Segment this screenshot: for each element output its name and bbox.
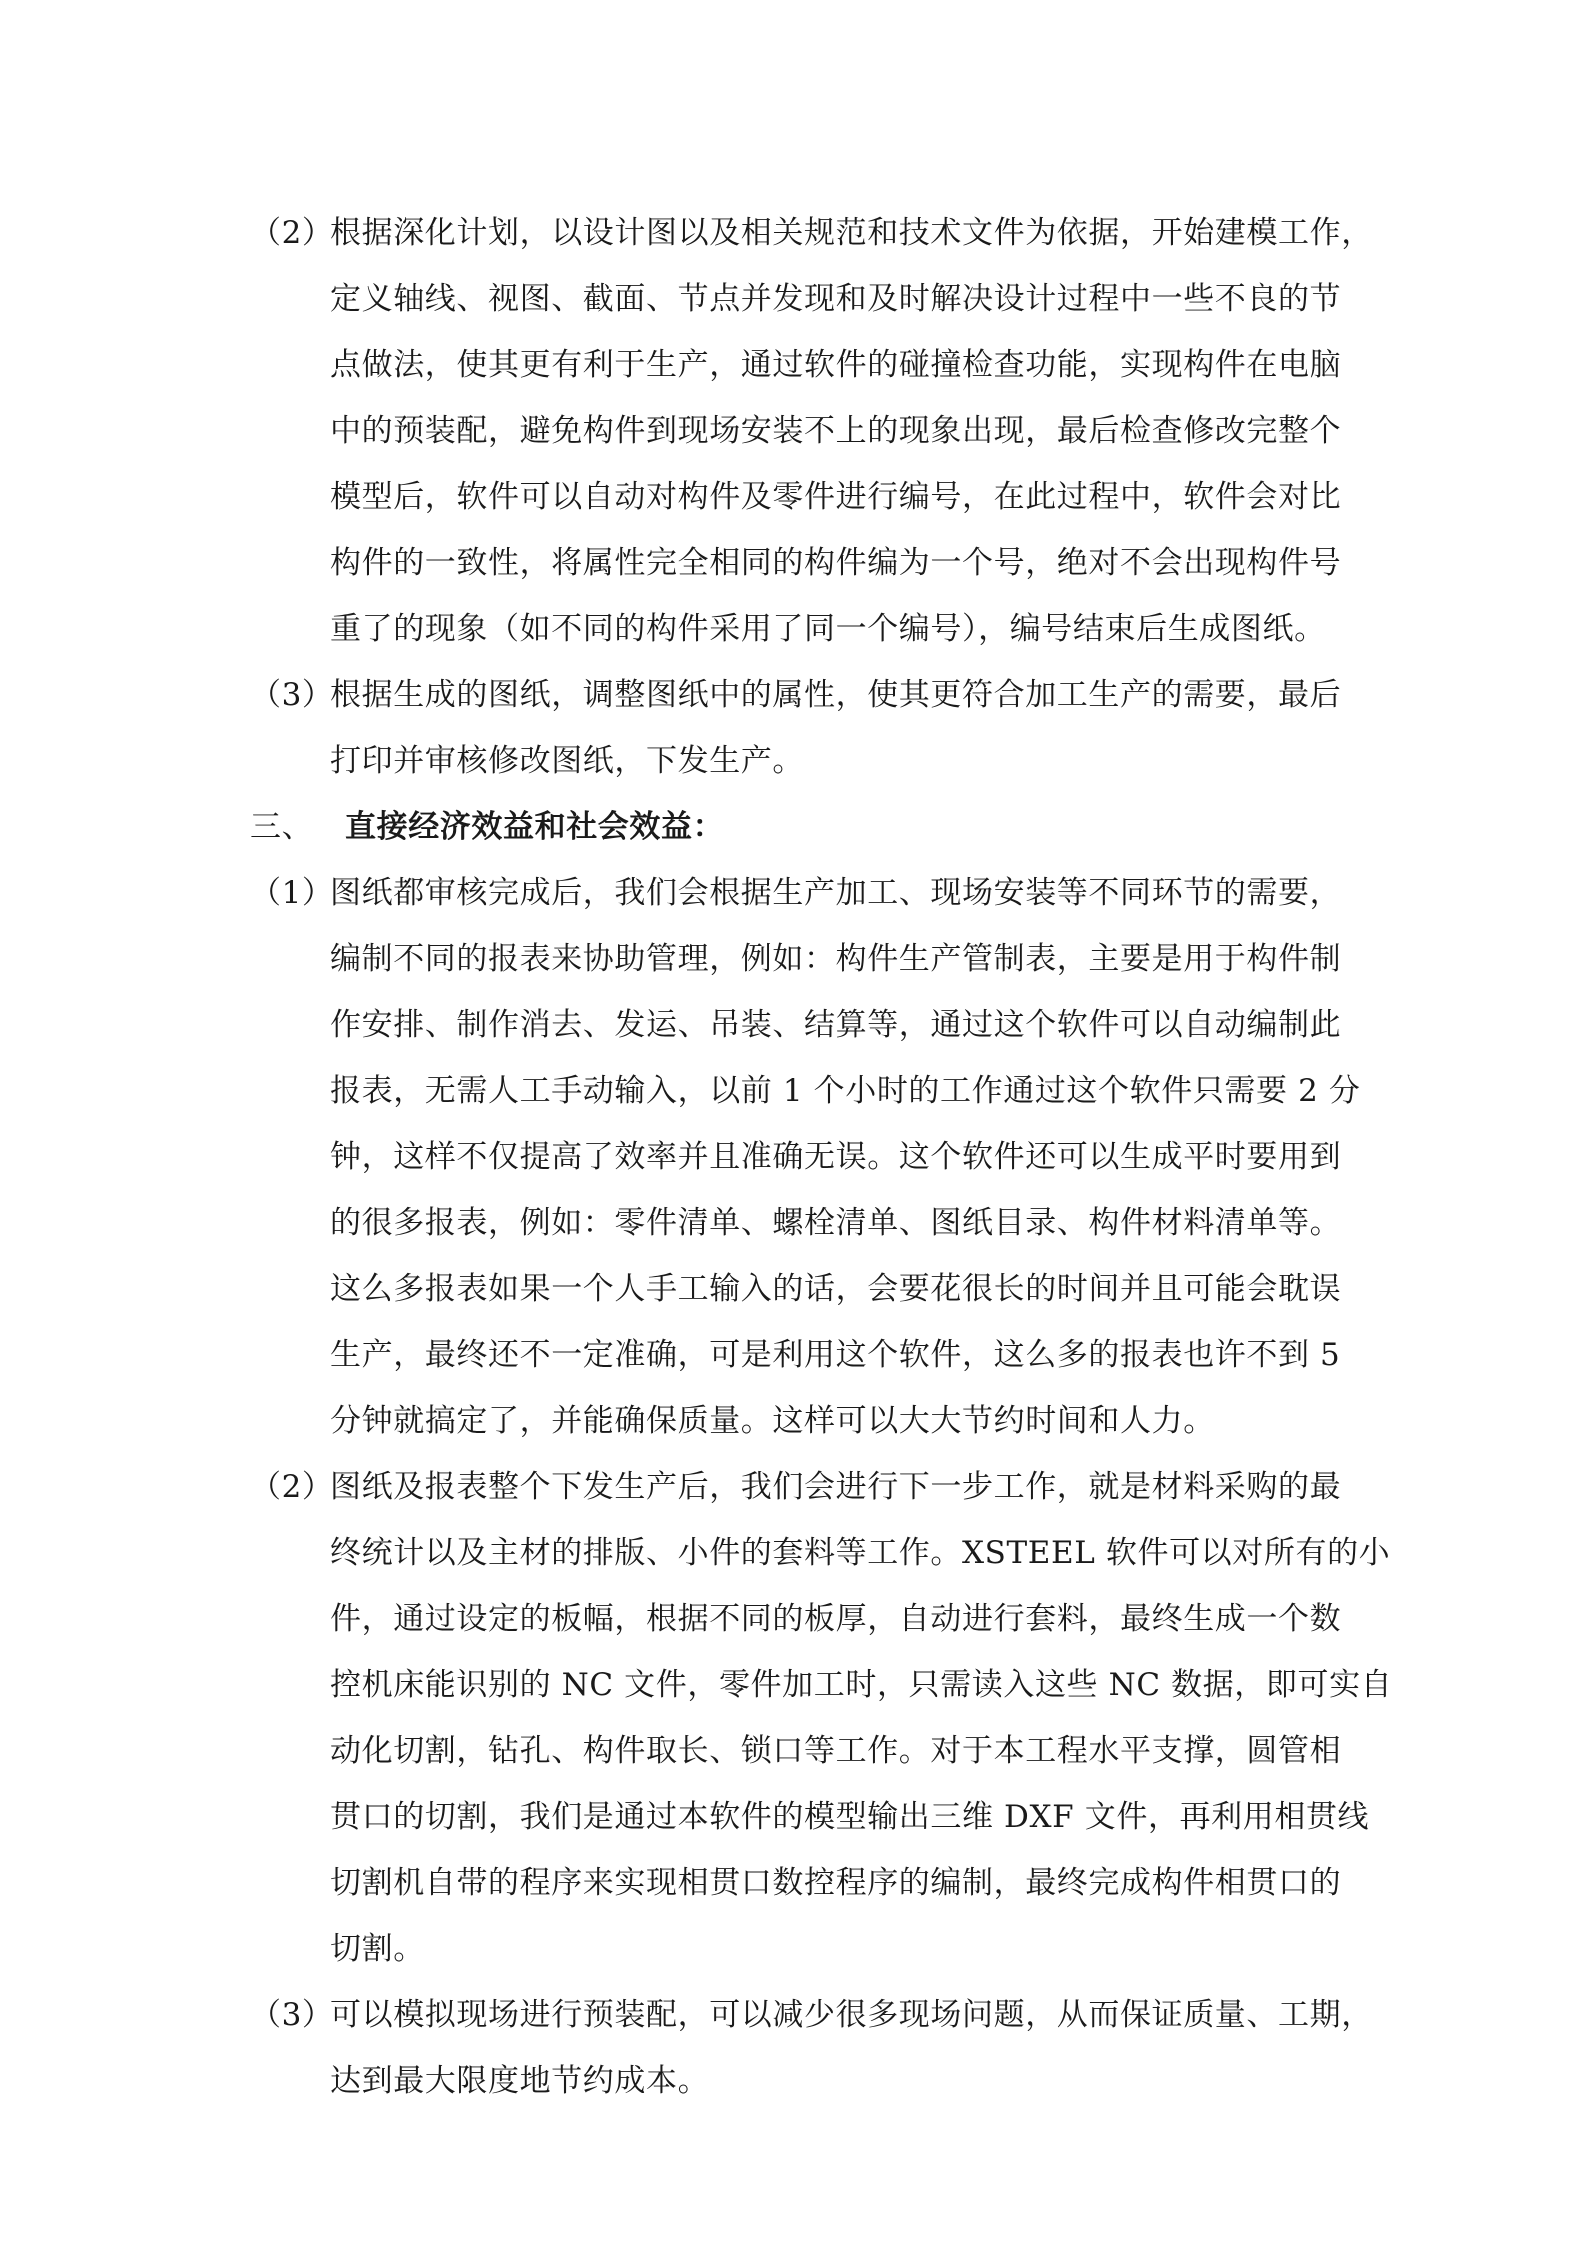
paragraph-line: 动化切割，钻孔、构件取长、锁口等工作。对于本工程水平支撑，圆管相 [330,1733,1342,1769]
paragraph-line: 分钟就搞定了，并能确保质量。这样可以大大节约时间和人力。 [330,1403,1215,1439]
paragraph-line: 根据深化计划，以设计图以及相关规范和技术文件为依据，开始建模工作， [330,215,1373,251]
list-item [250,860,1370,1454]
list-item [250,200,1373,662]
paragraph-line: 切割。 [330,1931,425,1967]
paragraph-line: 生产，最终还不一定准确，可是利用这个软件，这么多的报表也许不到 5 [330,1337,1341,1373]
paragraph-line: 可以模拟现场进行预装配，可以减少很多现场问题，从而保证质量、工期， [330,1997,1373,2033]
paragraph-line: 图纸及报表整个下发生产后，我们会进行下一步工作，就是材料采购的最 [330,1469,1342,1505]
paragraph-line: 件，通过设定的板幅，根据不同的板厚，自动进行套料，最终生成一个数 [330,1601,1342,1637]
paragraph-line: 构件的一致性，将属性完全相同的构件编为一个号，绝对不会出现构件号 [330,545,1342,581]
paragraph-line: 终统计以及主材的排版、小件的套料等工作。XSTEEL 软件可以对所有的小 [330,1535,1391,1571]
section-heading [250,794,1370,860]
paragraph-line: 贯口的切割，我们是通过本软件的模型输出三维 DXF 文件，再利用相贯线 [330,1799,1370,1835]
paragraph-line: 这么多报表如果一个人手工输入的话，会要花很长的时间并且可能会耽误 [330,1271,1342,1307]
paragraph-line: 根据生成的图纸，调整图纸中的属性，使其更符合加工生产的需要，最后 [330,677,1342,713]
list-item [250,1982,1373,2114]
list-item [250,1454,1393,1982]
paragraph-line: 作安排、制作消去、发运、吊装、结算等，通过这个软件可以自动编制此 [330,1007,1342,1043]
paragraph-line: 定义轴线、视图、截面、节点并发现和及时解决设计过程中一些不良的节 [330,281,1342,317]
document-body [250,200,1393,2114]
list-item [250,662,1370,794]
paragraph-line: 重了的现象（如不同的构件采用了同一个编号），编号结束后生成图纸。 [330,611,1326,647]
paragraph-line: 点做法，使其更有利于生产，通过软件的碰撞检查功能，实现构件在电脑 [330,347,1342,383]
paragraph-line: 图纸都审核完成后，我们会根据生产加工、现场安装等不同环节的需要， [330,875,1342,911]
paragraph-line: 打印并审核修改图纸，下发生产。 [330,743,804,779]
item-number: （3） [250,1997,334,2033]
paragraph-line: 切割机自带的程序来实现相贯口数控程序的编制，最终完成构件相贯口的 [330,1865,1342,1901]
paragraph-line: 中的预装配，避免构件到现场安装不上的现象出现，最后检查修改完整个 [330,413,1342,449]
section-number: 三、 [250,809,314,845]
item-number: （1） [250,875,334,911]
paragraph-line: 模型后，软件可以自动对构件及零件进行编号，在此过程中，软件会对比 [330,479,1342,515]
paragraph-line: 报表，无需人工手动输入，以前 1 个小时的工作通过这个软件只需要 2 分 [330,1073,1361,1109]
paragraph-line: 钟，这样不仅提高了效率并且准确无误。这个软件还可以生成平时要用到 [330,1139,1342,1175]
paragraph-line: 的很多报表，例如：零件清单、螺栓清单、图纸目录、构件材料清单等。 [330,1205,1342,1241]
item-number: （2） [250,215,334,251]
section-title: 直接经济效益和社会效益： [345,809,725,845]
item-number: （3） [250,677,334,713]
item-number: （2） [250,1469,334,1505]
paragraph-line: 编制不同的报表来协助管理，例如：构件生产管制表，主要是用于构件制 [330,941,1342,977]
paragraph-line: 达到最大限度地节约成本。 [330,2063,710,2099]
paragraph-line: 控机床能识别的 NC 文件，零件加工时，只需读入这些 NC 数据，即可实自 [330,1667,1393,1703]
